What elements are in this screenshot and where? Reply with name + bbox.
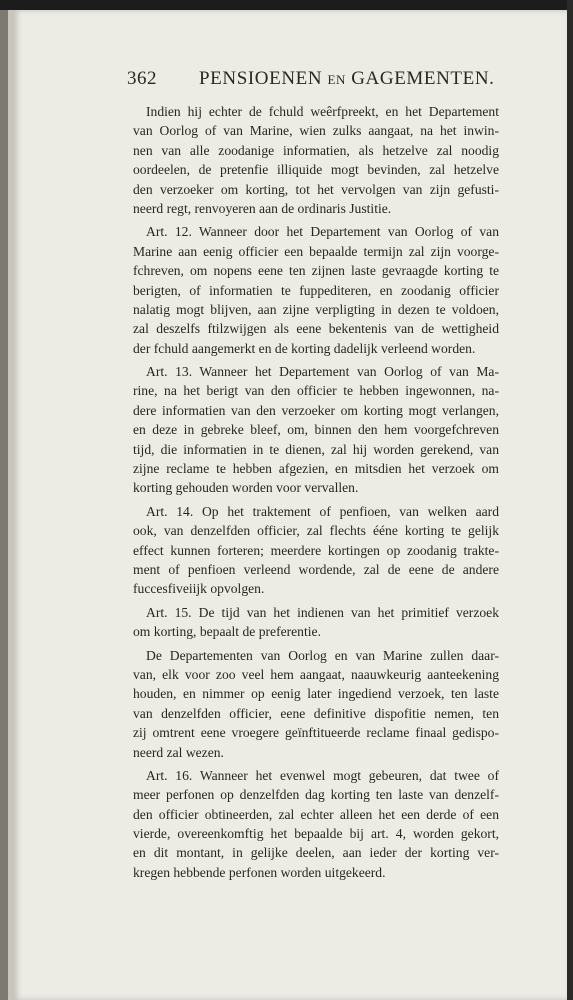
text-line: fuccesfiveiijk opvolgen. bbox=[133, 581, 265, 597]
text-line: vierde, overeenkomftig het bepaalde bij art. 4, worden gekort, bbox=[133, 826, 499, 842]
text-line: oordeelen, de pretenfie illiquide mogt bevinden, zal hetzelve bbox=[133, 162, 499, 178]
text-line: zijne reclame te hebben afgezien, en mitsdien het verzoek om bbox=[133, 461, 499, 477]
text-line: den officier obtineerden, zal echter alleen het een derde of een bbox=[133, 806, 499, 822]
text-line: neerd regt, renvoyeren aan de ordinaris Justitie. bbox=[133, 200, 392, 216]
paragraph bbox=[133, 102, 499, 218]
text-line: van, elk voor zoo veel hem aangaat, naauwkeurig aanteekening bbox=[133, 666, 499, 682]
text-line: kregen hebbende perfonen worden uitgekeerd. bbox=[133, 864, 386, 880]
text-line: van denzelfden officier, eene definitive dispofitie nemen, ten bbox=[133, 705, 499, 721]
text-line: Art. 14. Op het traktement of penfioen, van welken aard bbox=[146, 503, 499, 519]
text-line: Art. 13. Wanneer het Departement van Oorlog of van Ma- bbox=[146, 364, 499, 380]
running-title bbox=[199, 68, 495, 90]
paragraph bbox=[133, 222, 499, 358]
text-line: Art. 15. De tijd van het indienen van het primitief verzoek bbox=[146, 604, 499, 620]
text-line: De Departementen van Oorlog en van Marine zullen daar- bbox=[146, 647, 499, 663]
text-line: der fchuld aangemerkt en de korting dadelijk verleend worden. bbox=[133, 340, 476, 356]
running-title-en: EN bbox=[327, 72, 346, 87]
page-number: 362 bbox=[127, 68, 157, 89]
text-line: Art. 12. Wanneer door het Departement van Oorlog of van bbox=[146, 224, 499, 240]
scan-border-right bbox=[567, 0, 573, 1000]
text-line: ment of penfioen verleend wordende, zal de eene de andere bbox=[133, 561, 499, 577]
text-line: ook, van denzelfden officier, zal flechts ééne korting te gelijk bbox=[133, 523, 499, 539]
body-text bbox=[133, 102, 499, 882]
running-title-part1: PENSIOENEN bbox=[199, 68, 323, 89]
text-line: nen van alle zoodanige informatien, als hetzelve zal noodig bbox=[133, 142, 499, 158]
text-line: fchreven, om nopens eene ten zijnen laste gevraagde korting te bbox=[133, 263, 499, 279]
text-line: den verzoeker om korting, tot het vervolgen van zijn gefusti- bbox=[133, 181, 499, 197]
text-line: Art. 16. Wanneer het evenwel mogt gebeuren, dat twee of bbox=[146, 767, 499, 783]
paragraph bbox=[133, 766, 499, 882]
page-header bbox=[127, 68, 495, 94]
paragraph bbox=[133, 646, 499, 762]
text-line: Indien hij echter de fchuld weêrfpreekt, en het Departement bbox=[146, 104, 499, 119]
paragraph bbox=[133, 362, 499, 498]
text-line: van Oorlog of van Marine, wien zulks aangaat, na het inwin- bbox=[133, 123, 499, 139]
text-line: om korting, bepaalt de preferentie. bbox=[133, 624, 321, 640]
text-line: en dit montant, in gelijke deelen, aan ieder der korting ver- bbox=[133, 845, 499, 861]
text-line: effect kunnen forteren; meerdere kortingen op zoodanig trakte- bbox=[133, 542, 499, 558]
text-line: Marine aan eenig officier een bepaalde termijn zal zijn voorge- bbox=[133, 243, 499, 259]
paragraph bbox=[133, 603, 499, 642]
text-line: houden, en nimmer op eenig later ingediend verzoek, ten laste bbox=[133, 686, 499, 702]
scan-border-top bbox=[0, 0, 573, 10]
text-line: nalatig mogt blijven, aan zijne verpligting in dezen te voldoen, bbox=[133, 301, 499, 317]
text-line: tijd, die informatien in te dienen, zal hij worden gerekend, van bbox=[133, 441, 499, 457]
text-line: neerd zal wezen. bbox=[133, 744, 224, 760]
text-line: zij omtrent eene vroegere geïnftitueerde reclame finaal gedispo- bbox=[133, 725, 499, 741]
text-line: korting gehouden worden voor vervallen. bbox=[133, 480, 359, 496]
text-line: rine, na het berigt van den officier te hebben ingewonnen, na- bbox=[133, 383, 499, 399]
text-line: zal deszelfs ftilzwijgen als eene bekentenis van de wettigheid bbox=[133, 321, 499, 337]
text-line: en deze in gebreke bleef, om, binnen den hem voorgefchreven bbox=[133, 422, 499, 438]
text-line: berigten, of informatien te fuppediteren, en zoodanig officier bbox=[133, 282, 499, 298]
text-line: dere informatien van den verzoeker om korting mogt verlangen, bbox=[133, 402, 499, 418]
paragraph bbox=[133, 502, 499, 599]
text-line: meer perfonen op denzelfden dag korting ten laste van denzelf- bbox=[133, 787, 499, 803]
running-title-part2: GAGEMENTEN. bbox=[351, 68, 495, 89]
